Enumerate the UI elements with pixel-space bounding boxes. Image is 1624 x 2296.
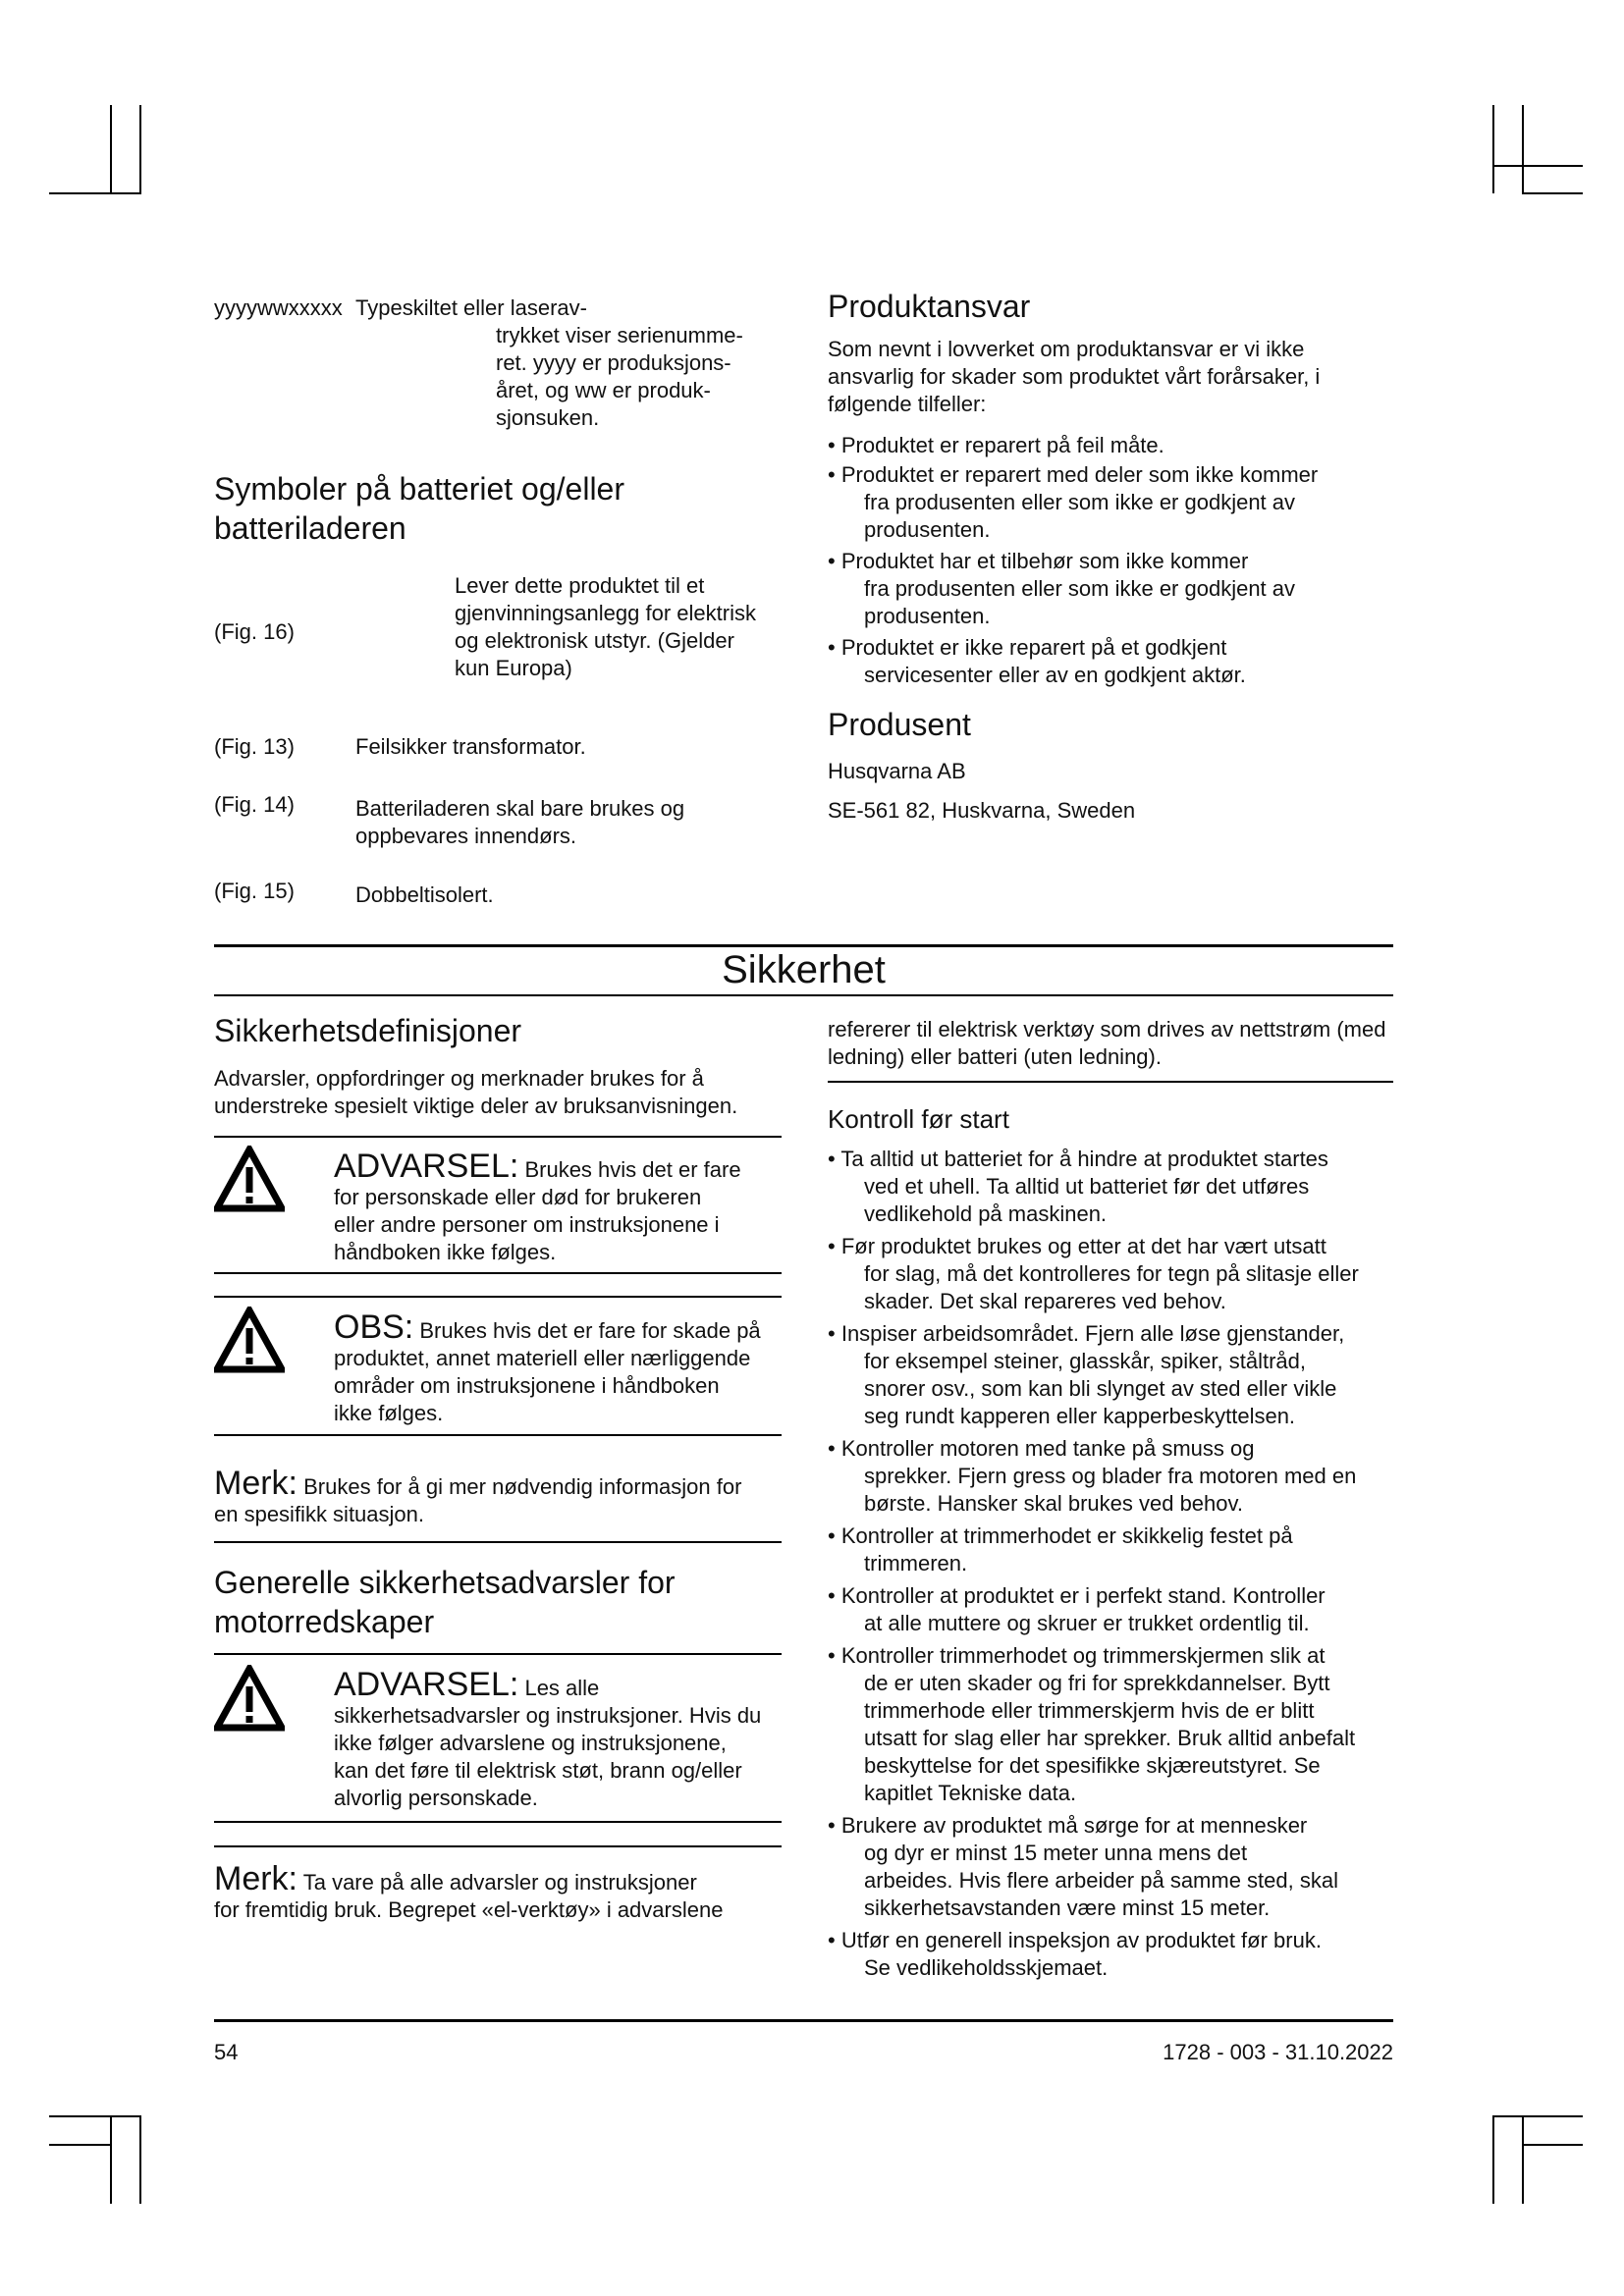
bullet-dot: • — [828, 1321, 841, 1346]
symbols-heading-line: Symboler på batteriet og/eller — [214, 471, 624, 507]
bullet-item — [828, 1320, 1417, 1430]
bullet-line: for slag, må det kontrolleres for tegn på slitasje eller — [864, 1261, 1359, 1286]
bullet-line: fra produsenten eller som ikke er godkjent av — [864, 576, 1296, 601]
merk-label: Merk: — [214, 1860, 298, 1897]
generelle-advarsel-box — [334, 1667, 795, 1812]
intro-line: understreke spesielt viktige deler av bruksanvisningen. — [214, 1094, 738, 1118]
bullet-line: trimmeren. — [864, 1551, 968, 1575]
merk-line: en spesifikk situasjon. — [214, 1502, 424, 1526]
doc-id: 1728 - 003 - 31.10.2022 — [1163, 2040, 1393, 2064]
produsent-heading: Produsent — [828, 707, 971, 742]
bullet-line: Produktet har et tilbehør som ikke kommer — [840, 549, 1249, 573]
symbol-text-line: kun Europa) — [455, 656, 572, 680]
bullet-line: Utfør en generell inspeksjon av produktet før bruk. — [840, 1928, 1322, 1952]
bullet-dot: • — [828, 635, 841, 660]
symbol-fig-label: (Fig. 14) — [214, 792, 295, 817]
advarsel-line: for personskade eller død for brukeren — [334, 1185, 702, 1209]
produsent-name: Husqvarna AB — [828, 759, 966, 783]
bullet-dot: • — [828, 1523, 841, 1548]
bullet-line: Kontroller trimmerhodet og trimmerskjermen slik at — [840, 1643, 1326, 1668]
advarsel-text: Brukes hvis det er fare — [524, 1157, 741, 1182]
bullet-line: vedlikehold på maskinen. — [864, 1201, 1108, 1226]
serial-line: sjonsuken. — [496, 405, 600, 430]
merk-continued — [828, 1016, 1417, 1071]
bullet-item — [828, 1233, 1417, 1315]
box-rule — [214, 1434, 782, 1436]
symbol-fig-text: Feilsikker transformator. — [355, 734, 586, 759]
advarsel-line: håndboken ikke følges. — [334, 1240, 557, 1264]
bullet-line: Kontroller at trimmerhodet er skikkelig festet på — [840, 1523, 1293, 1548]
serial-description — [355, 294, 768, 322]
bullet-line: Produktet er ikke reparert på et godkjent — [840, 635, 1227, 660]
footer-rule — [214, 2019, 1393, 2022]
advarsel-line: sikkerhetsadvarsler og instruksjoner. Hvis du — [334, 1703, 762, 1728]
intro-line: følgende tilfeller: — [828, 392, 987, 416]
symbol-text-line: Batteriladeren skal bare brukes og — [355, 796, 685, 821]
advarsel-line: eller andre personer om instruksjonene i — [334, 1212, 720, 1237]
bullet-line: beskyttelse for det spesifikke skjæreutstyret. Se — [864, 1753, 1321, 1778]
symbol-text-line: oppbevares innendørs. — [355, 824, 577, 848]
merk-line: refererer til elektrisk verktøy som drives av nettstrøm (med — [828, 1017, 1386, 1041]
bullet-item — [828, 634, 1417, 689]
bullet-line: Brukere av produktet må sørge for at mennesker — [840, 1813, 1308, 1838]
bullet-line: Kontroller motoren med tanke på smuss og — [840, 1436, 1255, 1461]
obs-label: OBS: — [334, 1308, 414, 1346]
symbol-fig-text — [355, 795, 768, 850]
bullet-item — [828, 461, 1417, 544]
box-rule — [214, 1845, 782, 1847]
bullet-dot: • — [828, 1813, 841, 1838]
bullet-line: og dyr er minst 15 meter unna mens det — [864, 1841, 1248, 1865]
advarsel-label: ADVARSEL: — [334, 1148, 519, 1185]
bullet-line: skader. Det skal repareres ved behov. — [864, 1289, 1226, 1313]
bullet-item — [828, 1435, 1417, 1518]
produktansvar-bullets — [828, 432, 1417, 689]
bullet-line: Se vedlikeholdsskjemaet. — [864, 1955, 1109, 1980]
bullet-item — [828, 1642, 1417, 1807]
bullet-item — [828, 1522, 1417, 1577]
symbol-fig-label: (Fig. 13) — [214, 734, 295, 759]
box-rule — [214, 1541, 782, 1543]
bullet-line: for eksempel steiner, glasskår, spiker, ståltråd, — [864, 1349, 1306, 1373]
merk-note — [214, 1861, 803, 1924]
serial-line: året, og ww er produk- — [496, 378, 711, 402]
bullet-line: at alle muttere og skruer er trukket ordentlig til. — [864, 1611, 1310, 1635]
symbols-heading-line: batteriladeren — [214, 510, 406, 546]
bullet-line: sikkerhetsavstanden være minst 15 meter. — [864, 1896, 1271, 1920]
merk-label: Merk: — [214, 1465, 298, 1502]
bullet-line: trimmerhode eller trimmerskjerm hvis de er blitt — [864, 1698, 1315, 1723]
bullet-line: Ta alltid ut batteriet for å hindre at produktet startes — [840, 1147, 1328, 1171]
produktansvar-intro — [828, 336, 1417, 418]
bullet-item — [828, 1146, 1417, 1228]
generelle-heading-line: motorredskaper — [214, 1604, 435, 1639]
advarsel-box — [334, 1148, 785, 1266]
symbol-fig-label: (Fig. 16) — [214, 619, 295, 644]
bullet-dot: • — [828, 1583, 841, 1608]
bullet-dot: • — [828, 1147, 841, 1171]
bullet-line: Produktet er reparert på feil måte. — [840, 433, 1164, 457]
obs-line: produktet, annet materiell eller nærliggende — [334, 1346, 751, 1370]
page-number: 54 — [214, 2040, 239, 2064]
bullet-dot: • — [828, 1928, 841, 1952]
box-rule — [214, 1821, 782, 1823]
bullet-line: servicesenter eller av en godkjent aktør. — [864, 663, 1246, 687]
bullet-line: de er uten skader og fri for sprekkdannelser. Bytt — [864, 1671, 1330, 1695]
serial-code: yyyywwxxxxx — [214, 295, 343, 320]
bullet-line: børste. Hansker skal brukes ved behov. — [864, 1491, 1243, 1516]
serial-line: trykket viser serienumme- — [496, 323, 743, 347]
bullet-item — [828, 1582, 1417, 1637]
section-title: Sikkerhet — [722, 948, 886, 991]
bullet-line: Før produktet brukes og etter at det har vært utsatt — [840, 1234, 1326, 1258]
bullet-line: Produktet er reparert med deler som ikke kommer — [840, 462, 1319, 487]
definisjoner-heading: Sikkerhetsdefinisjoner — [214, 1013, 522, 1048]
box-rule — [828, 1081, 1393, 1083]
kontroll-bullets — [828, 1146, 1417, 1982]
bullet-dot: • — [828, 433, 841, 457]
symbol-text-line: og elektronisk utstyr. (Gjelder — [455, 628, 734, 653]
warning-triangle-icon — [214, 1146, 285, 1212]
advarsel-line: ikke følger advarslene og instruksjonene, — [334, 1731, 727, 1755]
intro-line: Som nevnt i lovverket om produktansvar er vi ikke — [828, 337, 1305, 361]
serial-line: Typeskiltet eller laserav- — [355, 295, 587, 320]
symbol-text-line: Lever dette produktet til et — [455, 573, 705, 598]
symbol-fig-label: (Fig. 15) — [214, 879, 295, 903]
bullet-line: arbeides. Hvis flere arbeider på samme sted, skal — [864, 1868, 1338, 1893]
obs-line: ikke følges. — [334, 1401, 444, 1425]
merk-text: Brukes for å gi mer nødvendig informasjon for — [303, 1474, 742, 1499]
symbol-fig-text: Dobbeltisolert. — [355, 882, 494, 907]
bullet-line: snorer osv., som kan bli slynget av sted eller vikle — [864, 1376, 1337, 1401]
generelle-heading-line: Generelle sikkerhetsadvarsler for — [214, 1565, 676, 1600]
section-rule-top — [214, 944, 1393, 947]
bullet-line: kapitlet Tekniske data. — [864, 1781, 1077, 1805]
bullet-item — [828, 1927, 1417, 1982]
kontroll-heading: Kontroll før start — [828, 1104, 1009, 1134]
symbol-text-line: gjenvinningsanlegg for elektrisk — [455, 601, 756, 625]
serial-line: ret. yyyy er produksjons- — [496, 350, 731, 375]
bullet-item — [828, 548, 1417, 630]
symbol-fig-text — [455, 572, 788, 682]
serial-description-cont — [496, 322, 790, 432]
bullet-dot: • — [828, 549, 841, 573]
definisjoner-intro — [214, 1065, 793, 1120]
box-rule — [214, 1272, 782, 1274]
box-rule — [214, 1136, 782, 1138]
obs-line: områder om instruksjonene i håndboken — [334, 1373, 720, 1398]
bullet-line: utsatt for slag eller har sprekker. Bruk alltid anbefalt — [864, 1726, 1356, 1750]
section-rule-bottom — [214, 994, 1393, 996]
advarsel-label: ADVARSEL: — [334, 1666, 519, 1703]
bullet-dot: • — [828, 1436, 841, 1461]
warning-triangle-icon — [214, 1665, 285, 1732]
bullet-line: ved et uhell. Ta alltid ut batteriet før det utføres — [864, 1174, 1310, 1199]
bullet-item — [828, 432, 1417, 459]
bullet-line: sprekker. Fjern gress og blader fra motoren med en — [864, 1464, 1357, 1488]
bullet-line: Kontroller at produktet er i perfekt stand. Kontroller — [840, 1583, 1326, 1608]
obs-text: Brukes hvis det er fare for skade på — [419, 1318, 761, 1343]
bullet-line: Inspiser arbeidsområdet. Fjern alle løse gjenstander, — [840, 1321, 1345, 1346]
bullet-line: seg rundt kapperen eller kapperbeskyttelsen. — [864, 1404, 1296, 1428]
merk-line: for fremtidig bruk. Begrepet «el-verktøy» i advarslene — [214, 1897, 724, 1922]
merk-text: Ta vare på alle advarsler og instruksjoner — [302, 1870, 697, 1895]
intro-line: Advarsler, oppfordringer og merknader brukes for å — [214, 1066, 704, 1091]
symbols-heading — [214, 469, 624, 548]
advarsel-line: alvorlig personskade. — [334, 1786, 538, 1810]
advarsel-line: kan det føre til elektrisk støt, brann og/eller — [334, 1758, 742, 1783]
bullet-dot: • — [828, 1234, 841, 1258]
merk-line: ledning) eller batteri (uten ledning). — [828, 1044, 1162, 1069]
bullet-line: produsenten. — [864, 517, 991, 542]
box-rule — [214, 1653, 782, 1655]
merk-note — [214, 1466, 793, 1528]
advarsel-text: Les alle — [524, 1676, 600, 1700]
intro-line: ansvarlig for skader som produktet vårt forårsaker, i — [828, 364, 1321, 389]
bullet-dot: • — [828, 1643, 841, 1668]
warning-triangle-icon — [214, 1307, 285, 1373]
bullet-line: fra produsenten eller som ikke er godkjent av — [864, 490, 1296, 514]
produktansvar-heading: Produktansvar — [828, 289, 1031, 324]
bullet-item — [828, 1812, 1417, 1922]
bullet-line: produsenten. — [864, 604, 991, 628]
produsent-address: SE-561 82, Huskvarna, Sweden — [828, 798, 1136, 823]
generelle-heading — [214, 1563, 676, 1641]
bullet-dot: • — [828, 462, 841, 487]
obs-box — [334, 1309, 795, 1427]
box-rule — [214, 1296, 782, 1298]
